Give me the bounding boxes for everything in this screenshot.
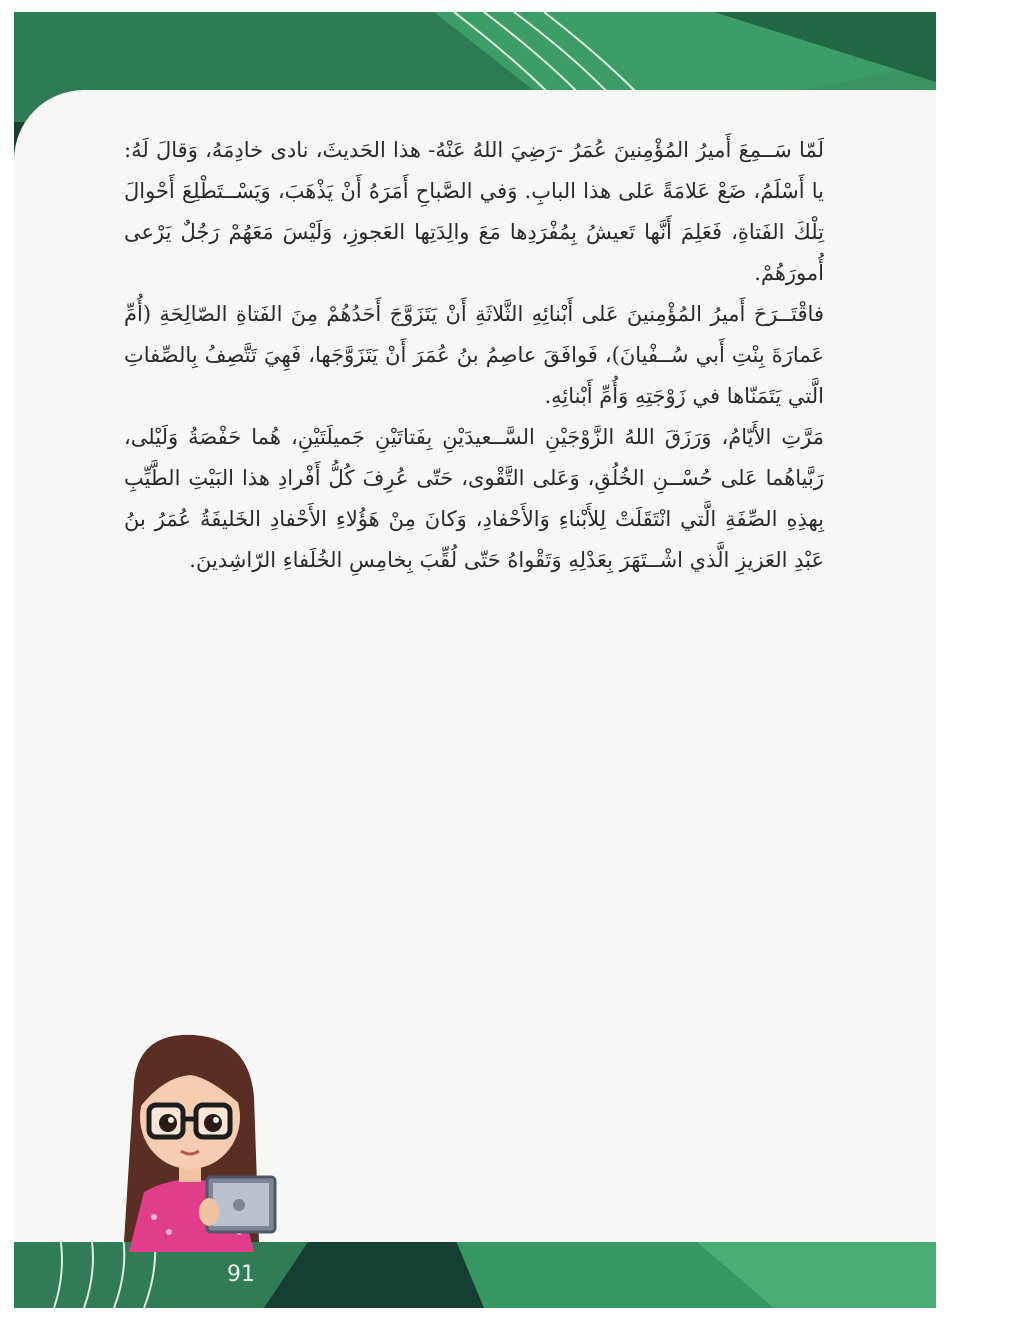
page-sheet bbox=[14, 12, 936, 1308]
page-number: 91 bbox=[227, 1262, 255, 1287]
girl-illustration bbox=[89, 1027, 289, 1257]
paragraph: لَمّا سَــمِعَ أَميرُ المُؤْمِنينَ عُمَرُ -رَضِيَ اللهُ عَنْهُ- هذا الحَديثَ، نادى خادِمَهُ، وَقالَ لَهُ: يا أَسْلَمُ، ضَعْ عَلامَةً عَلى هذا البابِ. وَفي الصَّباحِ أَمَرَهُ أَنْ يَذْهَبَ، وَيَسْــتَطْلِعَ أَحْوالَ تِلْكَ الفَتاةِ، فَعَلِمَ أَنَّها تَعيشُ بِمُفْرَدِها مَعَ والِدَتِها العَجوزِ، وَلَيْسَ مَعَهُمْ رَجُلٌ يَرْعى أُمورَهُمْ. bbox=[124, 138, 824, 285]
story-text bbox=[124, 130, 824, 581]
paragraph: فاقْتَــرَحَ أَميرُ المُؤْمِنينَ عَلى أَبْنائِهِ الثَّلاثَةِ أَنْ يَتَزَوَّجَ أَحَدُهُمْ مِنَ الفَتاةِ الصّالِحَةِ (أُمِّ عَمارَةَ بِنْتِ أَبي سُــفْيانَ)، فَوافَقَ عاصِمُ بنُ عُمَرَ أَنْ يَتَزَوَّجَها، فَهِيَ تَتَّصِفُ بِالصِّفاتِ الَّتي يَتَمَنّاها في زَوْجَتِهِ وَأُمِّ أَبْنائِهِ. bbox=[124, 302, 824, 408]
paragraph: مَرَّتِ الأَيّامُ، وَرَزَقَ اللهُ الزَّوْجَيْنِ السَّــعيدَيْنِ بِفَتاتَيْنِ جَميلَتَيْنِ، هُما حَفْصَةُ وَلَيْلى، رَبَّياهُما عَلى حُسْــنِ الخُلُقِ، وَعَلى التَّقْوى، حَتّى عُرِفَ كُلُّ أَفْرادِ هذا البَيْتِ الطَّيِّبِ بِهذِهِ الصِّفَةِ الَّتي انْتَقَلَتْ لِلأَبْناءِ وَالأَحْفادِ، وَكانَ مِنْ هَؤُلاءِ الأَحْفادِ الخَليفَةُ عُمَرُ بنُ عَبْدِ العَزيزِ الَّذي اشْــتَهَرَ بِعَدْلِهِ وَتَقْواهُ حَتّى لُقِّبَ بِخامِسِ الخُلَفاءِ الرّاشِدينَ. bbox=[124, 425, 824, 572]
